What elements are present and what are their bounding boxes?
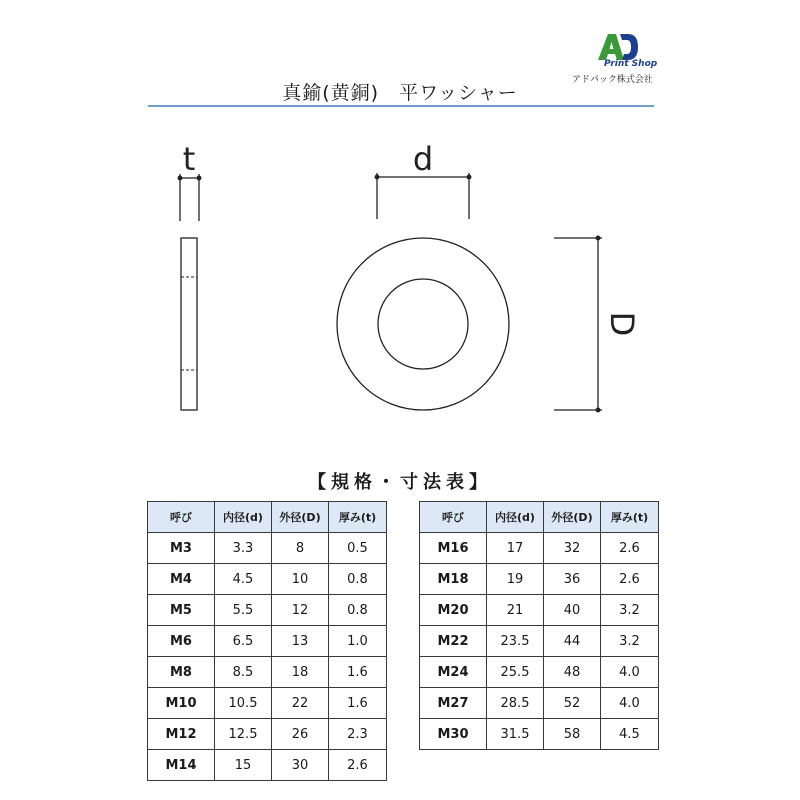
cell-nominal: M12 <box>148 719 215 750</box>
thickness-dimension <box>178 174 201 221</box>
cell-thickness: 2.6 <box>329 750 387 781</box>
cell-inner: 23.5 <box>487 626 544 657</box>
cell-inner: 3.3 <box>215 533 272 564</box>
spec-table-left <box>147 501 387 781</box>
header-thickness: 厚み(t) <box>601 502 659 533</box>
header-thickness: 厚み(t) <box>329 502 387 533</box>
table-header-row <box>420 502 659 533</box>
spec-table-right <box>419 501 659 750</box>
cell-inner: 8.5 <box>215 657 272 688</box>
table-row <box>148 533 387 564</box>
cell-nominal: M10 <box>148 688 215 719</box>
cell-thickness: 2.6 <box>601 564 659 595</box>
cell-inner: 28.5 <box>487 688 544 719</box>
cell-nominal: M4 <box>148 564 215 595</box>
header-outer-diameter: 外径(D) <box>272 502 329 533</box>
table-row <box>420 688 659 719</box>
cell-outer: 26 <box>272 719 329 750</box>
cell-nominal: M22 <box>420 626 487 657</box>
header-nominal: 呼び <box>420 502 487 533</box>
cell-thickness: 1.0 <box>329 626 387 657</box>
cell-nominal: M20 <box>420 595 487 626</box>
header-outer-diameter: 外径(D) <box>544 502 601 533</box>
table-row <box>148 595 387 626</box>
cell-outer: 18 <box>272 657 329 688</box>
cell-nominal: M8 <box>148 657 215 688</box>
table-row <box>420 564 659 595</box>
cell-inner: 25.5 <box>487 657 544 688</box>
cell-nominal: M30 <box>420 719 487 750</box>
cell-inner: 12.5 <box>215 719 272 750</box>
cell-outer: 48 <box>544 657 601 688</box>
table-row <box>420 626 659 657</box>
cell-thickness: 1.6 <box>329 688 387 719</box>
header-inner-diameter: 内径(d) <box>487 502 544 533</box>
cell-thickness: 2.6 <box>601 533 659 564</box>
cell-nominal: M3 <box>148 533 215 564</box>
cell-nominal: M6 <box>148 626 215 657</box>
cell-thickness: 4.0 <box>601 688 659 719</box>
spec-table-heading: 【規格・寸法表】 <box>308 472 492 493</box>
cell-outer: 36 <box>544 564 601 595</box>
cell-outer: 52 <box>544 688 601 719</box>
cell-thickness: 0.8 <box>329 564 387 595</box>
outer-diameter-label: D <box>603 311 641 337</box>
cell-thickness: 0.8 <box>329 595 387 626</box>
table-header-row <box>148 502 387 533</box>
cell-nominal: M5 <box>148 595 215 626</box>
cell-outer: 22 <box>272 688 329 719</box>
cell-outer: 40 <box>544 595 601 626</box>
table-row <box>420 533 659 564</box>
logo-company-name: アドパック株式会社 <box>572 75 653 85</box>
side-view <box>181 238 197 410</box>
table-row <box>420 719 659 750</box>
cell-nominal: M18 <box>420 564 487 595</box>
table-row <box>148 719 387 750</box>
cell-outer: 44 <box>544 626 601 657</box>
outer-diameter-dimension <box>554 236 602 412</box>
cell-thickness: 4.5 <box>601 719 659 750</box>
cell-thickness: 3.2 <box>601 595 659 626</box>
cell-outer: 10 <box>272 564 329 595</box>
table-row <box>148 688 387 719</box>
cell-nominal: M14 <box>148 750 215 781</box>
cell-inner: 17 <box>487 533 544 564</box>
cell-inner: 5.5 <box>215 595 272 626</box>
cell-outer: 13 <box>272 626 329 657</box>
cell-outer: 58 <box>544 719 601 750</box>
cell-thickness: 3.2 <box>601 626 659 657</box>
table-row <box>148 750 387 781</box>
cell-outer: 30 <box>272 750 329 781</box>
page-title: 真鍮(黄銅) 平ワッシャー <box>282 82 518 104</box>
table-row <box>420 657 659 688</box>
cell-nominal: M27 <box>420 688 487 719</box>
header-inner-diameter: 内径(d) <box>215 502 272 533</box>
table-row <box>148 626 387 657</box>
table-row <box>148 564 387 595</box>
inner-diameter-label: d <box>412 140 434 178</box>
table-row <box>148 657 387 688</box>
cell-nominal: M16 <box>420 533 487 564</box>
inner-diameter-dimension <box>375 173 471 219</box>
cell-inner: 31.5 <box>487 719 544 750</box>
front-view <box>337 238 509 410</box>
header-nominal: 呼び <box>148 502 215 533</box>
thickness-label: t <box>182 140 196 178</box>
cell-inner: 6.5 <box>215 626 272 657</box>
cell-thickness: 2.3 <box>329 719 387 750</box>
cell-thickness: 4.0 <box>601 657 659 688</box>
cell-inner: 21 <box>487 595 544 626</box>
cell-outer: 32 <box>544 533 601 564</box>
cell-outer: 8 <box>272 533 329 564</box>
cell-outer: 12 <box>272 595 329 626</box>
table-row <box>420 595 659 626</box>
cell-inner: 4.5 <box>215 564 272 595</box>
logo-shop-text: Print Shop <box>604 59 658 69</box>
cell-inner: 10.5 <box>215 688 272 719</box>
cell-inner: 19 <box>487 564 544 595</box>
cell-thickness: 0.5 <box>329 533 387 564</box>
cell-thickness: 1.6 <box>329 657 387 688</box>
cell-nominal: M24 <box>420 657 487 688</box>
cell-inner: 15 <box>215 750 272 781</box>
